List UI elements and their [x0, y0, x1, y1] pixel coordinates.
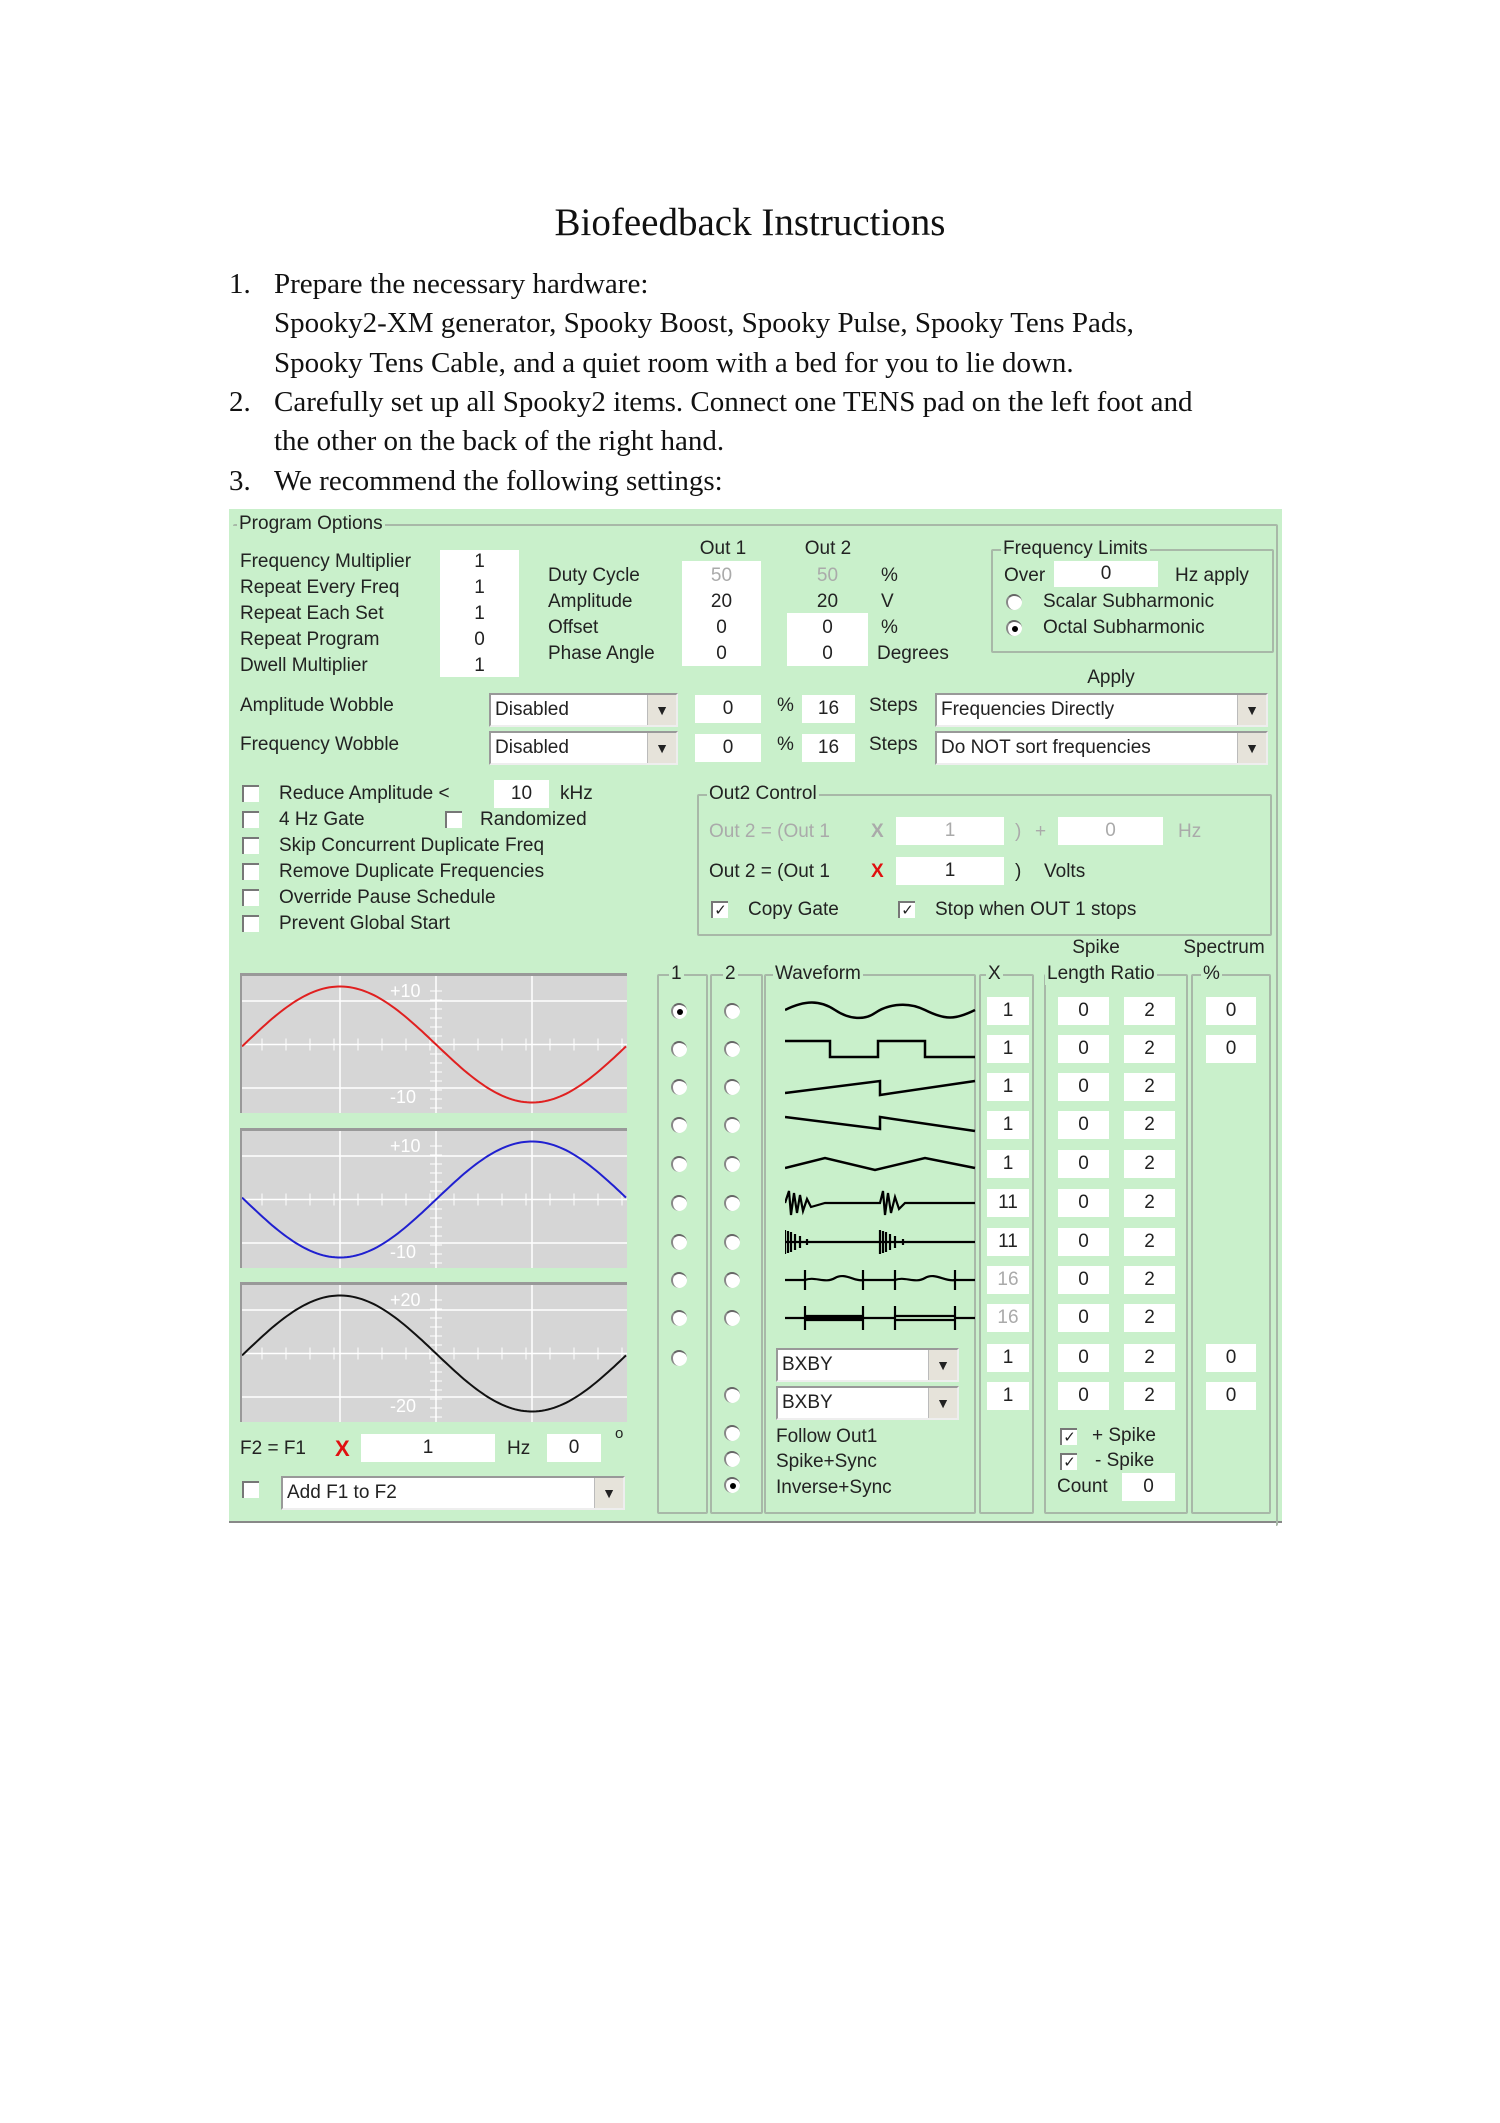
remove-duplicate-label: Remove Duplicate Frequencies [279, 861, 545, 882]
out1-value-input[interactable]: 50 [710, 565, 733, 586]
waveform-multiplier-input[interactable]: 1 [987, 1111, 1029, 1139]
field-label: Repeat Program [240, 629, 380, 650]
4hz-gate-label: 4 Hz Gate [279, 809, 365, 830]
graph-min-label: -10 [390, 1087, 417, 1107]
copy-gate-checkbox[interactable]: ✓ [711, 901, 728, 918]
out1-column-header: 1 [671, 963, 682, 984]
steps-label: Steps [869, 695, 918, 716]
plus-label: + [1035, 821, 1047, 842]
out2-freq-formula: Out 2 = (Out 1 [709, 821, 830, 842]
out2-value-input[interactable]: 50 [816, 565, 839, 586]
spike-ratio-input[interactable]: 2 [1124, 1344, 1175, 1372]
wobble-label: Amplitude Wobble [240, 695, 394, 716]
spike-sync-radio[interactable] [724, 1451, 740, 1467]
field-label: Dwell Multiplier [240, 655, 368, 676]
spike-length-input[interactable]: 0 [1058, 1382, 1109, 1410]
spike-length-input[interactable]: 0 [1058, 1344, 1109, 1372]
waveform-header: Waveform [775, 963, 861, 984]
prevent-global-start-checkbox[interactable] [242, 915, 259, 932]
octal-subharmonic-radio[interactable] [1006, 620, 1022, 636]
skip-duplicate-checkbox[interactable] [242, 837, 259, 854]
out1-waveform-radio[interactable] [671, 1079, 687, 1095]
waveform-graph-3 [240, 1282, 627, 1422]
spike-length-input[interactable]: 0 [1058, 1304, 1109, 1332]
copy-gate-label: Copy Gate [748, 899, 839, 920]
spike-ratio-input[interactable]: 2 [1124, 1304, 1175, 1332]
select-value: BXBY [782, 1392, 833, 1413]
randomized-checkbox[interactable] [445, 811, 462, 828]
follow-out1-label: Follow Out1 [776, 1426, 878, 1447]
waveform-multiplier-input[interactable]: 11 [987, 1228, 1029, 1256]
custom-waveform-select-2[interactable] [776, 1386, 959, 1420]
multiply-icon: X [335, 1436, 350, 1461]
out1-value-input[interactable]: 0 [716, 643, 727, 664]
inverse-sync-radio[interactable] [724, 1477, 740, 1493]
step-text: We recommend the following settings: [274, 465, 723, 497]
field-label: Frequency Multiplier [240, 551, 412, 572]
out-row-label: Phase Angle [548, 643, 655, 664]
chevron-down-icon[interactable]: ▼ [594, 1478, 623, 1508]
scalar-subharmonic-label: Scalar Subharmonic [1043, 591, 1215, 612]
chevron-down-icon[interactable]: ▼ [928, 1350, 957, 1380]
degree-label: o [615, 1425, 624, 1442]
apply-label: Apply [1087, 667, 1135, 688]
program-options-panel [229, 509, 1282, 1523]
spectrum-percent-input[interactable]: 0 [1206, 1382, 1256, 1410]
field-value-input[interactable]: 1 [474, 603, 485, 624]
wobble-label: Frequency Wobble [240, 734, 400, 755]
chevron-down-icon[interactable]: ▼ [647, 733, 676, 763]
out2-volts-multiplier-input[interactable]: 1 [896, 857, 1004, 885]
waveform-multiplier-input[interactable]: 1 [987, 1035, 1029, 1063]
minus-spike-checkbox[interactable]: ✓ [1060, 1453, 1077, 1470]
spike-count-input[interactable]: 0 [1122, 1473, 1175, 1501]
wobble-select[interactable] [489, 693, 678, 727]
paren-label: ) [1015, 861, 1022, 882]
waveform-multiplier-input[interactable]: 11 [987, 1189, 1029, 1217]
waveform-graph-2 [240, 1128, 627, 1268]
override-pause-label: Override Pause Schedule [279, 887, 496, 908]
reduce-amplitude-label: Reduce Amplitude < [279, 783, 450, 804]
out2-waveform-radio[interactable] [724, 1310, 740, 1326]
step-number: 2. [229, 386, 251, 418]
spike-ratio-input[interactable]: 2 [1124, 1073, 1175, 1101]
out2-waveform-radio[interactable] [724, 1156, 740, 1172]
x-header: X [988, 963, 1001, 984]
out2-waveform-radio[interactable] [724, 1234, 740, 1250]
waveform-multiplier-input[interactable]: 1 [987, 1344, 1029, 1372]
spike-length-input[interactable]: 0 [1058, 1266, 1109, 1294]
out2-column-header: 2 [725, 963, 736, 984]
hz-label: Hz [1178, 821, 1202, 842]
step-text: Spooky Tens Cable, and a quiet room with a bed for you to lie down. [274, 347, 1074, 379]
waveform-graph-1 [240, 973, 627, 1113]
wobble-select[interactable] [489, 731, 678, 765]
step-text: Prepare the necessary hardware: [274, 268, 649, 300]
waveform-multiplier-input[interactable]: 16 [987, 1304, 1029, 1332]
select-value: Disabled [495, 737, 569, 758]
out1-waveform-radio[interactable] [671, 1350, 687, 1366]
f2-mode-select[interactable] [281, 1476, 625, 1510]
out1-value-input[interactable]: 0 [716, 617, 727, 638]
wobble-steps-input[interactable]: 16 [802, 734, 855, 762]
select-value: Disabled [495, 699, 569, 720]
remove-duplicate-checkbox[interactable] [242, 863, 259, 880]
spike-length-input[interactable]: 0 [1058, 1111, 1109, 1139]
chevron-down-icon[interactable]: ▼ [1237, 695, 1266, 725]
steps-label: Steps [869, 734, 918, 755]
randomized-label: Randomized [480, 809, 587, 830]
prevent-global-start-label: Prevent Global Start [279, 913, 451, 934]
percent-label: % [777, 695, 794, 716]
stop-when-out1-stops-checkbox[interactable]: ✓ [898, 901, 915, 918]
override-pause-checkbox[interactable] [242, 889, 259, 906]
spike-ratio-input[interactable]: 2 [1124, 1150, 1175, 1178]
unit-label: V [881, 591, 894, 612]
octal-subharmonic-label: Octal Subharmonic [1043, 617, 1205, 638]
spike-length-input[interactable]: 0 [1058, 1150, 1109, 1178]
multiply-icon: X [871, 861, 884, 882]
out-row-label: Offset [548, 617, 599, 638]
waveform-5-icon [785, 1148, 977, 1180]
graph-max-label: +20 [390, 1290, 421, 1310]
graph-min-label: -10 [390, 1242, 417, 1262]
frequency-limit-input[interactable]: 0 [1054, 561, 1158, 587]
out1-waveform-radio[interactable] [671, 1272, 687, 1288]
f2-multiplier-input[interactable]: 1 [361, 1434, 495, 1462]
length-ratio-header: Length Ratio [1047, 963, 1155, 984]
waveform-multiplier-input[interactable]: 1 [987, 997, 1029, 1025]
field-value-input[interactable]: 0 [474, 629, 485, 650]
spike-ratio-input[interactable]: 2 [1124, 1266, 1175, 1294]
wobble-percent-input[interactable]: 0 [695, 734, 761, 762]
spike-header: Spike [1072, 937, 1120, 958]
stop-when-out1-stops-label: Stop when OUT 1 stops [935, 899, 1137, 920]
unit-label: % [881, 565, 898, 586]
out1-waveform-radio[interactable] [671, 1310, 687, 1326]
step-text: Carefully set up all Spooky2 items. Connect one TENS pad on the left foot and [274, 386, 1193, 418]
waveform-multiplier-input[interactable]: 16 [987, 1266, 1029, 1294]
waveform-2-icon [785, 1033, 977, 1065]
plus-spike-label: + Spike [1092, 1425, 1156, 1446]
spectrum-pct-header: % [1203, 963, 1220, 984]
out2-freq-multiplier-input[interactable]: 1 [896, 817, 1004, 845]
wobble-percent-input[interactable]: 0 [695, 695, 761, 723]
waveform-7-icon [785, 1226, 977, 1258]
spike-length-input[interactable]: 0 [1058, 1035, 1109, 1063]
spike-length-input[interactable]: 0 [1058, 1228, 1109, 1256]
out1-waveform-radio[interactable] [671, 1041, 687, 1057]
multiply-icon: X [871, 821, 884, 842]
waveform-9-icon [785, 1302, 977, 1334]
unit-label: % [881, 617, 898, 638]
field-value-input[interactable]: 1 [474, 577, 485, 598]
step-number: 3. [229, 465, 251, 497]
out2-waveform-radio[interactable] [724, 1079, 740, 1095]
select-value: Add F1 to F2 [287, 1482, 397, 1503]
out2-custom-radio[interactable] [724, 1387, 740, 1403]
waveform-3-icon [785, 1071, 977, 1103]
frequency-limits-legend: Frequency Limits [1003, 538, 1148, 559]
minus-spike-label: - Spike [1095, 1450, 1155, 1471]
spike-ratio-input[interactable]: 2 [1124, 997, 1175, 1025]
add-f1-to-f2-checkbox[interactable] [242, 1481, 259, 1498]
step-number: 1. [229, 268, 251, 300]
out2-waveform-radio[interactable] [724, 1195, 740, 1211]
out1-value-input[interactable]: 20 [710, 591, 733, 612]
select-value: Do NOT sort frequencies [941, 737, 1151, 758]
unit-label: Degrees [877, 643, 949, 664]
count-label: Count [1057, 1476, 1108, 1497]
out1-waveform-radio[interactable] [671, 1195, 687, 1211]
out2-waveform-radio[interactable] [724, 1003, 740, 1019]
spike-ratio-input[interactable]: 2 [1124, 1035, 1175, 1063]
hz-apply-label: Hz apply [1175, 565, 1249, 586]
out1-waveform-radio[interactable] [671, 1117, 687, 1133]
field-label: Repeat Each Set [240, 603, 384, 624]
chevron-down-icon[interactable]: ▼ [647, 695, 676, 725]
spectrum-percent-input[interactable]: 0 [1206, 1344, 1256, 1372]
out2-waveform-radio[interactable] [724, 1272, 740, 1288]
reduce-amplitude-checkbox[interactable] [242, 785, 259, 802]
spike-ratio-input[interactable]: 2 [1124, 1382, 1175, 1410]
program-options-legend: Program Options [239, 513, 383, 534]
over-label: Over [1004, 565, 1046, 586]
waveform-multiplier-input[interactable]: 1 [987, 1382, 1029, 1410]
select-value: BXBY [782, 1354, 833, 1375]
spike-length-input[interactable]: 0 [1058, 997, 1109, 1025]
step-text: the other on the back of the right hand. [274, 425, 725, 457]
out1-waveform-radio[interactable] [671, 1003, 687, 1019]
reduce-amplitude-input[interactable]: 10 [494, 780, 549, 808]
spectrum-percent-input[interactable]: 0 [1206, 997, 1256, 1025]
graph-max-label: +10 [390, 1136, 421, 1156]
select-value: Frequencies Directly [941, 699, 1115, 720]
custom-waveform-select-1[interactable] [776, 1348, 959, 1382]
out1-header: Out 1 [699, 538, 747, 559]
spectrum-header: Spectrum [1183, 937, 1265, 958]
f2-formula-label: F2 = F1 [240, 1438, 306, 1459]
apply-select[interactable] [935, 693, 1268, 727]
spike-length-input[interactable]: 0 [1058, 1189, 1109, 1217]
out2-value-input[interactable]: 20 [816, 591, 839, 612]
4hz-gate-checkbox[interactable] [242, 811, 259, 828]
out2-freq-offset-input[interactable]: 0 [1058, 817, 1163, 845]
hz-label: Hz [507, 1438, 531, 1459]
waveform-4-icon [785, 1109, 977, 1141]
follow-out1-radio[interactable] [724, 1425, 740, 1441]
out-row-label: Duty Cycle [548, 565, 640, 586]
out1-waveform-radio[interactable] [671, 1156, 687, 1172]
khz-label: kHz [560, 783, 593, 804]
chevron-down-icon[interactable]: ▼ [928, 1388, 957, 1418]
field-value-input[interactable]: 1 [474, 551, 485, 572]
waveform-1-icon [785, 995, 977, 1027]
out-row-label: Amplitude [548, 591, 633, 612]
paren-label: ) [1015, 821, 1022, 842]
page-title: Biofeedback Instructions [554, 201, 946, 244]
out1-waveform-radio[interactable] [671, 1234, 687, 1250]
out2-header: Out 2 [804, 538, 852, 559]
field-value-input[interactable]: 1 [474, 655, 485, 676]
spike-ratio-input[interactable]: 2 [1124, 1228, 1175, 1256]
chevron-down-icon[interactable]: ▼ [1237, 733, 1266, 763]
spike-length-input[interactable]: 0 [1058, 1073, 1109, 1101]
spectrum-percent-input[interactable]: 0 [1206, 1035, 1256, 1063]
step-text: Spooky2-XM generator, Spooky Boost, Spooky Pulse, Spooky Tens Pads, [274, 307, 1134, 339]
out2-volts-formula: Out 2 = (Out 1 [709, 861, 830, 882]
percent-label: % [777, 734, 794, 755]
inverse-sync-label: Inverse+Sync [776, 1477, 892, 1498]
apply-select[interactable] [935, 731, 1268, 765]
spike-sync-label: Spike+Sync [776, 1451, 877, 1472]
out2-waveform-radio[interactable] [724, 1041, 740, 1057]
field-label: Repeat Every Freq [240, 577, 400, 598]
out2-value-input[interactable]: 0 [822, 617, 833, 638]
plus-spike-checkbox[interactable]: ✓ [1060, 1428, 1077, 1445]
scalar-subharmonic-radio[interactable] [1006, 594, 1022, 610]
spike-ratio-input[interactable]: 2 [1124, 1111, 1175, 1139]
volts-label: Volts [1044, 861, 1086, 882]
spike-ratio-input[interactable]: 2 [1124, 1189, 1175, 1217]
wobble-steps-input[interactable]: 16 [802, 695, 855, 723]
waveform-6-icon [785, 1187, 977, 1219]
waveform-8-icon [785, 1264, 977, 1296]
waveform-multiplier-input[interactable]: 1 [987, 1150, 1029, 1178]
out2-waveform-radio[interactable] [724, 1117, 740, 1133]
f2-phase-input[interactable]: 0 [547, 1434, 601, 1462]
out2-value-input[interactable]: 0 [822, 643, 833, 664]
waveform-multiplier-input[interactable]: 1 [987, 1073, 1029, 1101]
graph-max-label: +10 [390, 981, 421, 1001]
out2-control-legend: Out2 Control [709, 783, 817, 804]
graph-min-label: -20 [390, 1396, 417, 1416]
skip-duplicate-label: Skip Concurrent Duplicate Freq [279, 835, 545, 856]
